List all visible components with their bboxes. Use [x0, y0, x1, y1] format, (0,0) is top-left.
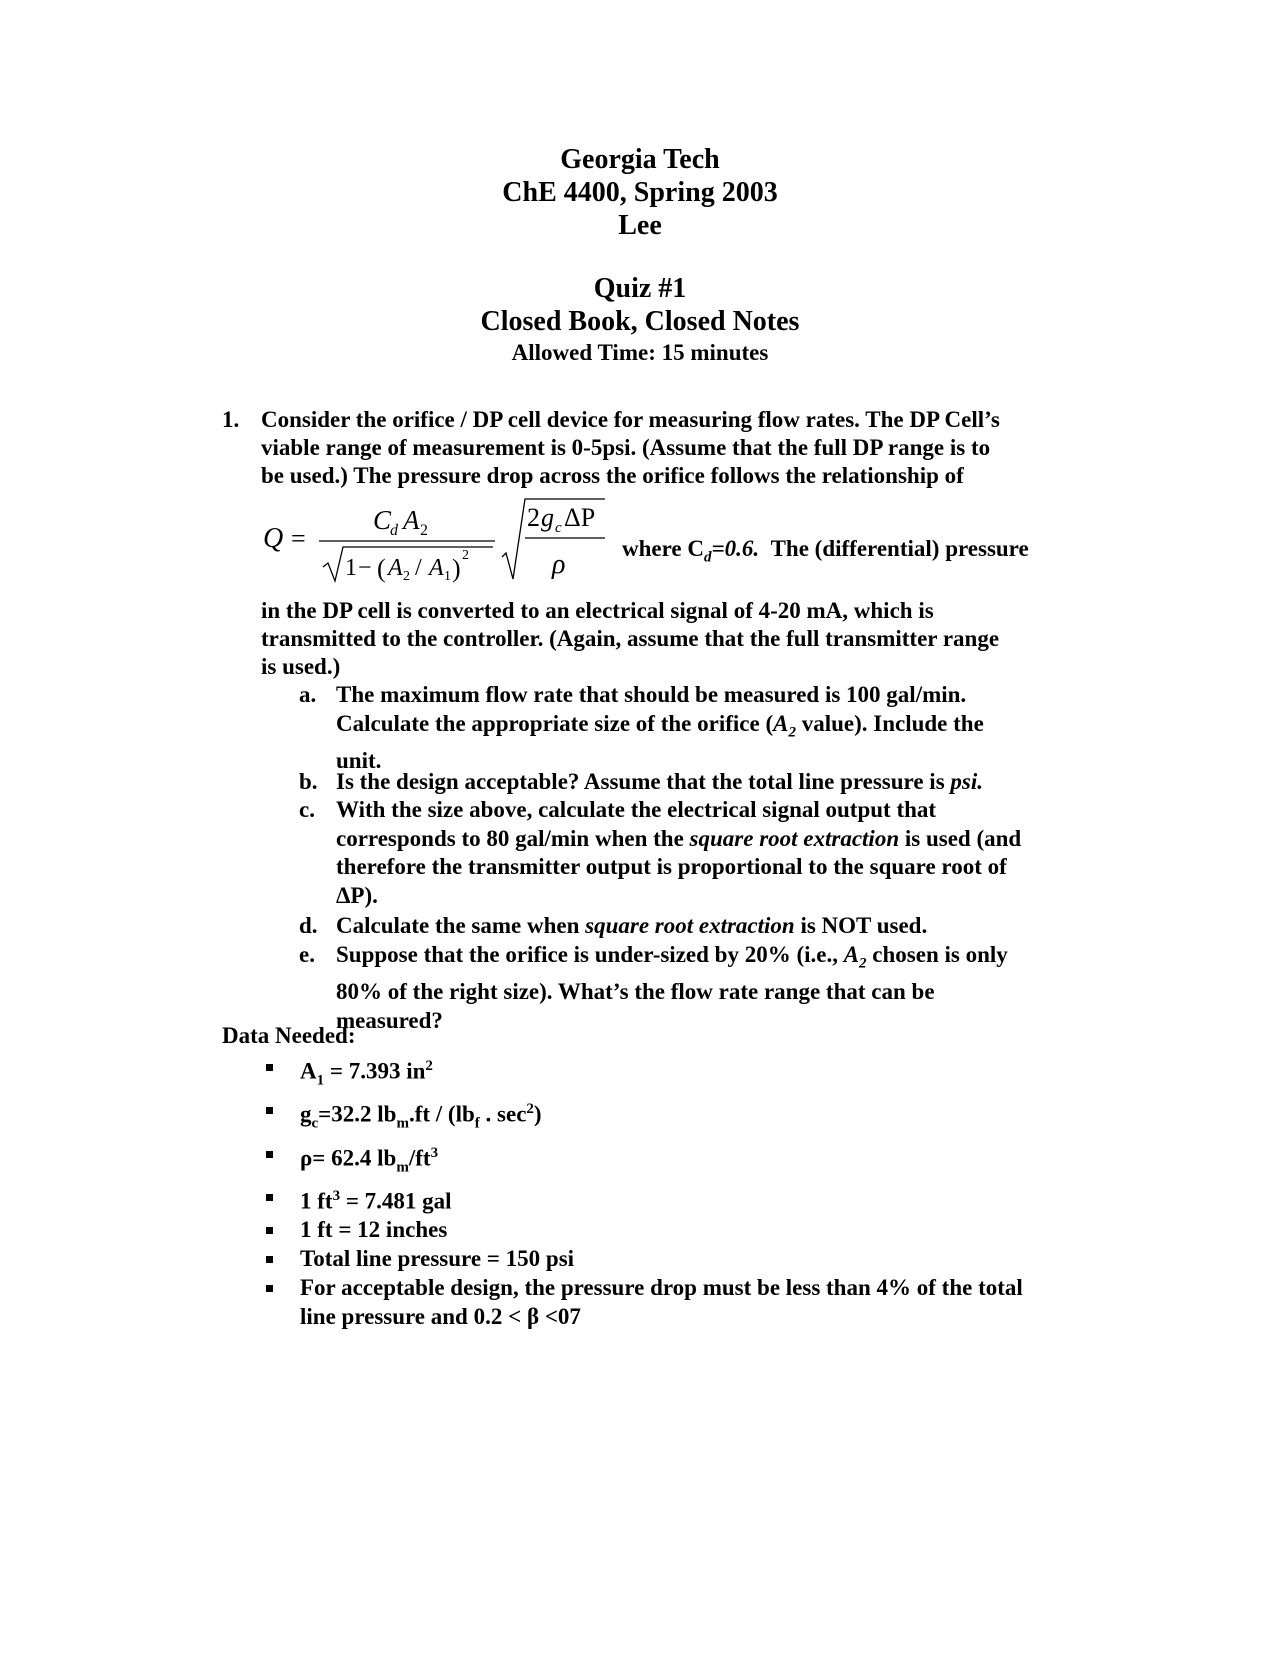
list-item: Total line pressure = 150 psi	[300, 1244, 1023, 1273]
bullet-icon	[266, 1194, 273, 1201]
svg-text:ρ: ρ	[552, 549, 566, 580]
svg-text:): )	[452, 554, 461, 583]
header-instructor: Lee	[618, 210, 662, 241]
part-b-label: b.	[299, 769, 318, 794]
formula-where-post: =0.6.	[711, 536, 760, 561]
part-e-label: e.	[299, 942, 315, 967]
svg-text:/: /	[415, 555, 422, 581]
svg-text:A: A	[403, 505, 420, 535]
bullet-icon	[266, 1227, 273, 1234]
quiz-time: Allowed Time: 15 minutes	[511, 340, 769, 365]
part-d-label: d.	[299, 913, 318, 938]
part-c	[299, 796, 1022, 910]
orifice-flow-formula	[255, 495, 615, 585]
part-b-text: Is the design acceptable? Assume that the total line pressure is	[336, 769, 945, 794]
part-e-line-2: 80% of the right size). What’s the flow rate range that can be	[336, 979, 935, 1005]
part-c-label: c.	[299, 797, 315, 822]
part-c-line-1: With the size above, calculate the electrical signal output that	[336, 797, 937, 822]
part-b-unit: psi.	[950, 769, 983, 794]
svg-text:2: 2	[403, 569, 410, 584]
bullet-icon	[266, 1107, 273, 1114]
svg-text:(: (	[377, 554, 386, 583]
formula-where-rest: The (differential) pressure	[770, 536, 1029, 561]
list-item: ρ= 62.4 $lb_m/ft^3$	[300, 1139, 1023, 1182]
svg-text:c: c	[555, 520, 562, 536]
svg-text:2: 2	[462, 548, 469, 563]
list-item: 1 $ft^3 = 7.481$ gal	[300, 1182, 1023, 1216]
part-a-label: a.	[299, 682, 317, 707]
svg-text:1: 1	[444, 569, 451, 584]
formula-where-clause	[622, 535, 1029, 572]
formula-where-pre: where C	[622, 536, 704, 561]
part-a-line-1: The maximum flow rate that should be measured is 100 gal/min.	[336, 682, 967, 707]
svg-text:g: g	[541, 503, 554, 532]
part-b	[299, 768, 983, 797]
problem-after-line-2: transmitted to the controller. (Again, assume that the full transmitter range	[261, 626, 1000, 651]
data-needed-title: Data Needed:	[222, 1023, 356, 1048]
problem-after-line-3: is used.)	[261, 654, 341, 679]
svg-text:−: −	[358, 555, 372, 581]
problem-intro-line-3: be used.) The pressure drop across the orifice follows the relationship of	[261, 463, 964, 488]
list-item: $A_1 = 7.393$ $in^2$	[300, 1052, 1023, 1095]
svg-text:A: A	[429, 555, 444, 581]
problem-intro-line-1: Consider the orifice / DP cell device for measuring flow rates. The DP Cell’s	[261, 407, 1000, 432]
part-e	[299, 941, 1008, 1035]
list-item: For acceptable design, the pressure drop must be less than 4% of the total line pressure and 0.2 < β <07	[300, 1273, 1023, 1331]
part-a-line-2: Calculate the appropriate size of the orifice ($A_2$ value). Include the	[336, 710, 984, 741]
header-course: ChE 4400, Spring 2003	[502, 177, 778, 208]
formula-where-sub: d	[703, 549, 712, 566]
svg-text:Q: Q	[263, 523, 284, 554]
problem-after-line-1: in the DP cell is converted to an electrical signal of 4-20 mA, which is	[261, 598, 934, 623]
quiz-rules: Closed Book, Closed Notes	[480, 306, 800, 337]
part-a	[299, 681, 984, 775]
part-e-line-3: measured?	[336, 1007, 443, 1033]
svg-text:d: d	[390, 522, 398, 539]
list-item: 1 ft = 12 inches	[300, 1215, 1023, 1244]
problem-number: 1.	[222, 407, 240, 432]
list-item: $g_c=32.2$ $lb_m.ft / (lb_f$ . $\sec^2$)	[300, 1095, 1023, 1138]
part-c-line-4: ΔP).	[336, 882, 378, 908]
bullet-icon	[266, 1285, 273, 1292]
svg-text:2: 2	[527, 503, 540, 532]
bullet-icon	[266, 1064, 273, 1071]
part-d: d. Calculate the same when square root extraction is NOT used.	[336, 912, 927, 941]
svg-text:2: 2	[420, 522, 428, 539]
part-c-line-3: therefore the transmitter output is proportional to the square root of	[336, 854, 1007, 879]
bullet-icon	[266, 1256, 273, 1263]
svg-text:=: =	[291, 524, 306, 553]
svg-text:C: C	[373, 505, 392, 535]
problem-intro-line-2: viable range of measurement is 0-5psi. (Assume that the full DP range is to	[261, 435, 991, 460]
quiz-title: Quiz #1	[593, 273, 687, 304]
svg-text:1: 1	[345, 555, 357, 581]
part-c-line-2: corresponds to 80 gal/min when the square root extraction is used (and	[336, 825, 1022, 851]
header-school: Georgia Tech	[560, 144, 720, 175]
part-a-line-3: unit.	[336, 747, 382, 773]
part-e-line-1: Suppose that the orifice is under-sized by 20% (i.e., $A_2$ chosen is only	[336, 942, 1008, 972]
bullet-icon	[266, 1151, 273, 1158]
svg-text:ΔP: ΔP	[564, 503, 596, 532]
svg-text:A: A	[388, 555, 403, 581]
data-needed-list	[300, 1052, 1023, 1331]
